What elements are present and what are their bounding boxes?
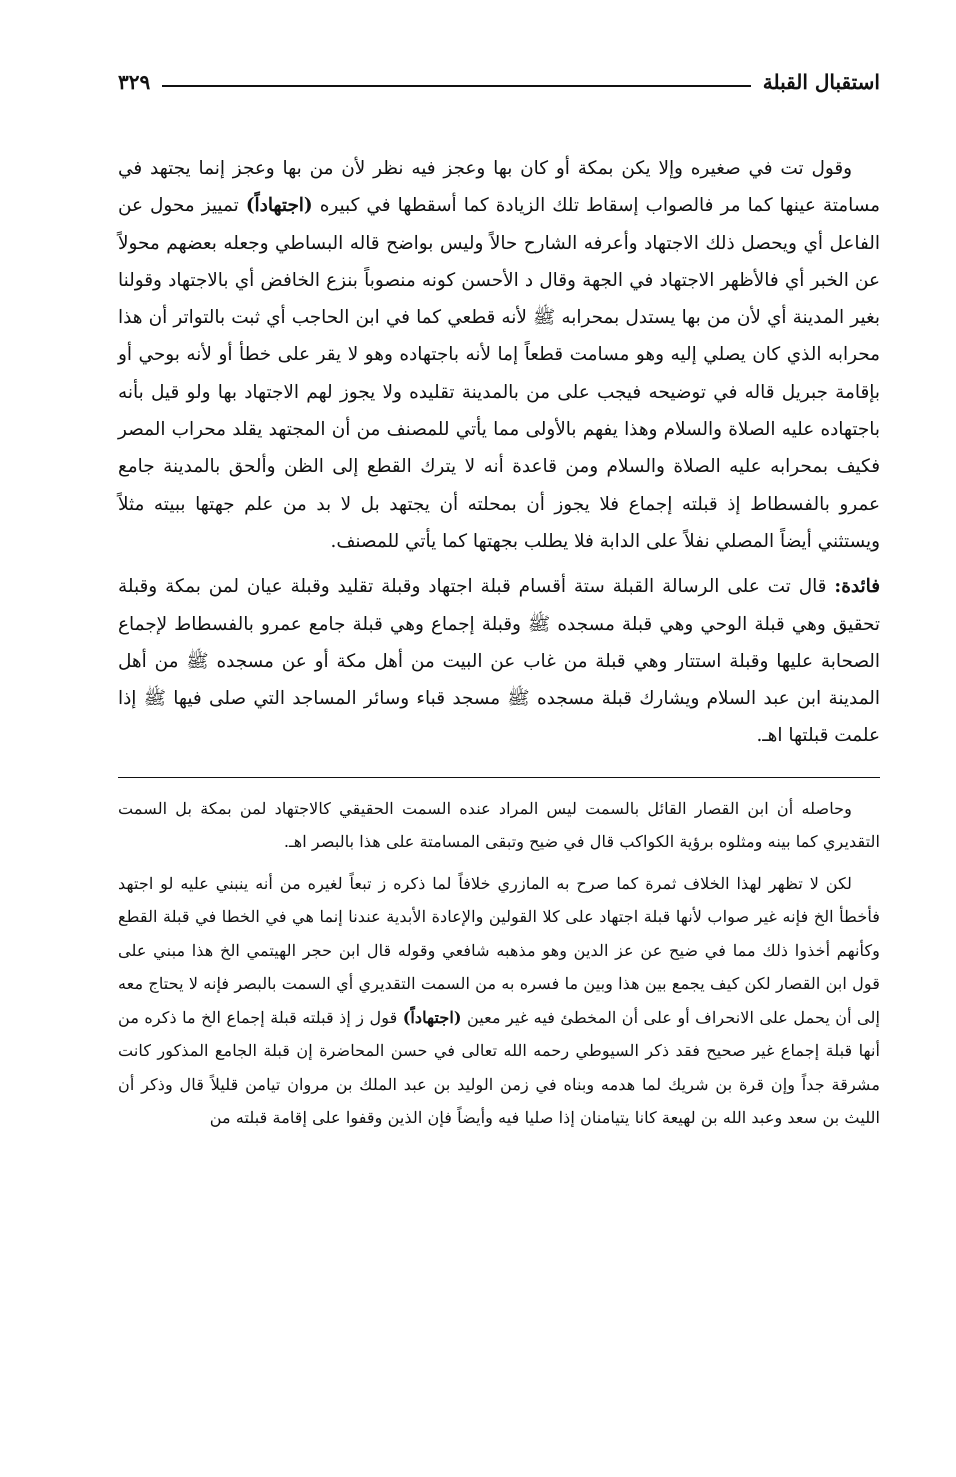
header-rule bbox=[162, 85, 751, 87]
main-paragraph-2 bbox=[118, 568, 880, 754]
keyword-ijtihadan: (اجتهاداً) bbox=[245, 195, 313, 217]
main-text bbox=[118, 150, 880, 755]
footnote-keyword-ijtihadan: (اجتهاداً) bbox=[402, 1007, 462, 1027]
main-paragraph-1 bbox=[118, 150, 880, 560]
footnote-divider bbox=[118, 777, 880, 778]
footnote-paragraph-2 bbox=[118, 867, 880, 1135]
footnotes bbox=[118, 792, 880, 1135]
main-paragraph-2-text: قال تت على الرسالة القبلة ستة أقسام قبلة اجتهاد وقبلة تقليد وقبلة عيان لمن بمكة وقبلة تحقيق وهي قبلة الوحي وهي قبلة مسجده ﷺ وقبلة إجماع وهي قبلة جامع عمرو بالفسطاط لإجماع الصحابة عليها وقبلة استتار وهي قبلة من غاب عن البيت من أهل مكة أو عن مسجده ﷺ من أهل المدينة ابن عبد السلام ويشارك قبلة مسجده ﷺ مسجد قباء وسائر المساجد التي صلى فيها ﷺ إذا علمت قبلتها اهـ. bbox=[118, 576, 880, 747]
footnote-paragraph-1: وحاصله أن ابن القصار القائل بالسمت ليس المراد عنده السمت الحقيقي كالاجتهاد لمن بمكة بل السمت التقديري كما بينه ومثلوه برؤية الكواكب قال في ضيح وتبقى المسامتة على هذا بالبصر اهـ. bbox=[118, 798, 880, 852]
main-paragraph-1-continued: تمييز محول عن الفاعل أي ويحصل ذلك الاجتهاد وأعرفه الشارح حالاً وليس بواضح قاله البساطي وجعله بعضهم محولاً عن الخبر أي فالأظهر الاجتهاد في الجهة وقال د الأحسن كونه منصوباً بنزع الخافض أي بالاجتهاد وقولنا بغير المدينة أي لأن من بها يستدل بمحرابه ﷺ لأنه قطعي كما في ابن الحاجب أي ثبت بالتواتر أن هذا محرابه الذي كان يصلي إليه وهو مسامت قطعاً إما لأنه باجتهاده وهو لا يقر على خطأ أو لأنه بوحي أو بإقامة جبريل قاله في توضيحه فيجب على من بالمدينة تقليده ولا يجوز لهم الاجتهاد بها ولو قيل بأنه باجتهاده عليه الصلاة والسلام وهذا يفهم بالأولى مما يأتي للمصنف من أن المجتهد يقلد محراب المصر فكيف بمحرابه عليه الصلاة والسلام ومن قاعدة أنه لا يترك القطع إلى الظن وألحق بالمدينة جامع عمرو بالفسطاط إذ قبلته إجماع فلا يجوز أن بمحلته أن يجتهد بل لا بد من علم جهتها ببيته مثلاً ويستثني أيضاً المصلي نفلاً على الدابة فلا يطلب بجهتها كما يأتي للمصنف. bbox=[118, 195, 880, 552]
footnote-paragraph-2-text: لكن لا تظهر لهذا الخلاف ثمرة كما صرح به المازري خلافاً لما ذكره ز تبعاً لغيره من أنه ينبني عليه لو اجتهد فأخطأ الخ فإنه غير صواب لأنها قبلة اجتهاد على كلا القولين والإعادة الأبدية عندنا إنما هي في الخطا في قبلة القطع وكأنهم أخذوا ذلك مما في ضيح عن عز الدين وهو مذهبه شافعي وقوله قال ابن حجر الهيتمي الخ هذا مبني على قول ابن القصار لكن كيف يجمع بين هذا وبين ما فسره به من السمت التقديري أي السمت بالبصر فإنه لا يحتاج معه إلى أن يحمل على الانحراف أو على أن المخطئ فيه غير معين bbox=[118, 873, 880, 1027]
page bbox=[118, 62, 880, 1135]
fawaid-label: فائدة: bbox=[834, 576, 880, 598]
main-paragraph-1-text: وقول تت في صغيره وإلا يكن بمكة أو كان بها وعجز فيه نظر لأن من بها وعجز إنما يجتهد في مسامتة عينها كما مر فالصواب إسقاط تلك الزيادة كما أسقطها في كبيره bbox=[118, 158, 881, 217]
page-number: ٣٢٩ bbox=[118, 70, 151, 94]
footnote-paragraph-2-continued: قول ز إذ قبلته قبلة إجماع الخ ما ذكره من أنها قبلة إجماع غير صحيح فقد ذكر السيوطي رحمه الله تعالى في حسن المحاضرة إن قبلة الجامع المذكور كانت مشرقة جداً وإن قرة بن شريك لما هدمه وبناه في زمن الوليد بن عبد الملك بن مروان تيامن قليلاً قال وذكر أن الليث بن سعد وعبد الله بن لهيعة كانا يتيامنان إذا صليا فيه وأيضاً فإن الذين وقفوا على إقامة قبلته من bbox=[118, 1007, 880, 1128]
running-header bbox=[118, 62, 880, 94]
chapter-title: استقبال القبلة bbox=[762, 70, 880, 94]
